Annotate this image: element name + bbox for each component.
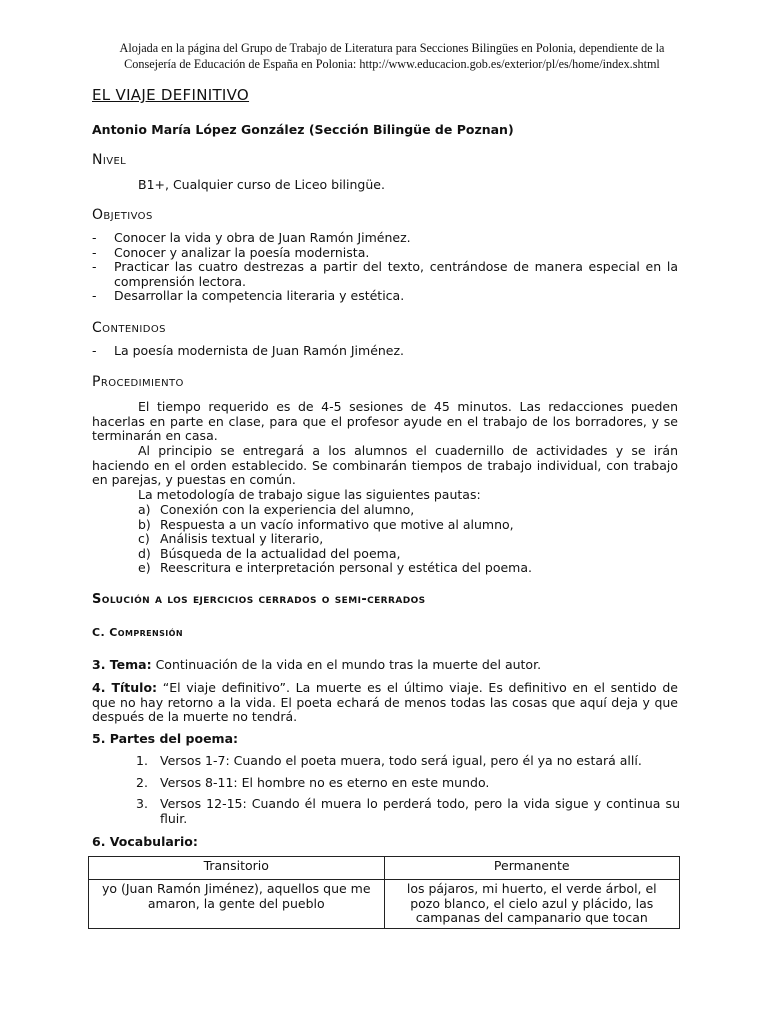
document-title: EL VIAJE DEFINITIVO xyxy=(92,86,250,104)
section-heading-nivel: Nivel xyxy=(92,152,127,168)
list-item: e) Reescritura e interpretación personal y estética del poema. xyxy=(138,560,532,576)
vocabulary-table xyxy=(88,856,680,929)
pautas-list xyxy=(138,503,678,576)
document-author: Antonio María López González (Sección Bilingüe de Poznan) xyxy=(92,122,514,137)
subheading-comprension: C. Comprensión xyxy=(92,626,183,639)
tema-paragraph: 3. Tema: Continuación de la vida en el mundo tras la muerte del autor. xyxy=(92,657,542,672)
vocabulario-label: 6. Vocabulario: xyxy=(92,834,198,849)
objetivos-list xyxy=(92,231,678,304)
table-row xyxy=(89,880,680,929)
contenidos-list xyxy=(92,344,678,359)
list-item: a) Conexión con la experiencia del alumno, xyxy=(138,502,415,517)
list-item: - Practicar las cuatro destrezas a partir del texto, centrándose de manera especial en la comprensión lectora. xyxy=(92,259,678,289)
section-heading-procedimiento: Procedimiento xyxy=(92,374,184,390)
list-item: b) Respuesta a un vacío informativo que motive al alumno, xyxy=(138,516,514,532)
section-heading-contenidos: Contenidos xyxy=(92,320,166,336)
list-item: 3. Versos 12-15: Cuando él muera lo perderá todo, pero la vida sigue y continua su fluir. xyxy=(136,796,680,826)
list-item: 2. Versos 8-11: El hombre no es eterno en este mundo. xyxy=(136,774,490,790)
table-cell-permanente: los pájaros, mi huerto, el verde árbol, el pozo blanco, el cielo azul y plácido, las campanas del campanario que tocan xyxy=(384,880,680,929)
column-header-transitorio: Transitorio xyxy=(89,857,385,880)
list-item: - Conocer la vida y obra de Juan Ramón Jiménez. xyxy=(92,230,411,245)
table-cell-transitorio: yo (Juan Ramón Jiménez), aquellos que me amaron, la gente del pueblo xyxy=(89,880,385,929)
hosted-note: Alojada en la página del Grupo de Trabajo de Literatura para Secciones Bilingües en Polonia, dependiente de la Consejería de Educación de España en Polonia: http://www.educacion.gob.es/exterior/pl/es/home/index.shtml xyxy=(119,41,665,71)
procedimiento-paragraph-2: Al principio se entregará a los alumnos el cuadernillo de actividades y se irán haciendo en el orden establecido. Se combinarán tiempos de trabajo individual, con trabajo en parejas, y puestas en común. xyxy=(92,443,678,488)
list-item: c) Análisis textual y literario, xyxy=(138,531,324,547)
partes-label: 5. Partes del poema: xyxy=(92,731,239,746)
table-header-row xyxy=(89,857,680,880)
section-heading-objetivos: Objetivos xyxy=(92,207,153,223)
nivel-text: B1+, Cualquier curso de Liceo bilingüe. xyxy=(138,177,385,192)
list-item: - Conocer y analizar la poesía modernista. xyxy=(92,244,370,260)
column-header-permanente: Permanente xyxy=(384,857,680,880)
procedimiento-paragraph-1: El tiempo requerido es de 4-5 sesiones de 45 minutos. Las redacciones pueden hacerlas en parte en clase, para que el profesor ayude en el trabajo de los borradores, y se terminarán en casa. xyxy=(92,399,678,444)
procedimiento-paragraph-3: La metodología de trabajo sigue las siguientes pautas: xyxy=(138,487,481,502)
list-item: 1. Versos 1-7: Cuando el poeta muera, todo será igual, pero él ya no estará allí. xyxy=(136,753,642,768)
titulo-paragraph: 4. Título: “El viaje definitivo”. La muerte es el último viaje. Es definitivo en el sentido de que no hay retorno a la vida. El poeta echará de menos todas las cosas que aquí deja y que después de la muerte no tendrá. xyxy=(92,680,678,725)
section-heading-solucion: Solución a los ejercicios cerrados o semi-cerrados xyxy=(92,592,426,607)
list-item: d) Búsqueda de la actualidad del poema, xyxy=(138,545,401,561)
list-item: - Desarrollar la competencia literaria y estética. xyxy=(92,288,405,304)
list-item: - La poesía modernista de Juan Ramón Jiménez. xyxy=(92,343,405,358)
partes-list xyxy=(136,754,680,826)
